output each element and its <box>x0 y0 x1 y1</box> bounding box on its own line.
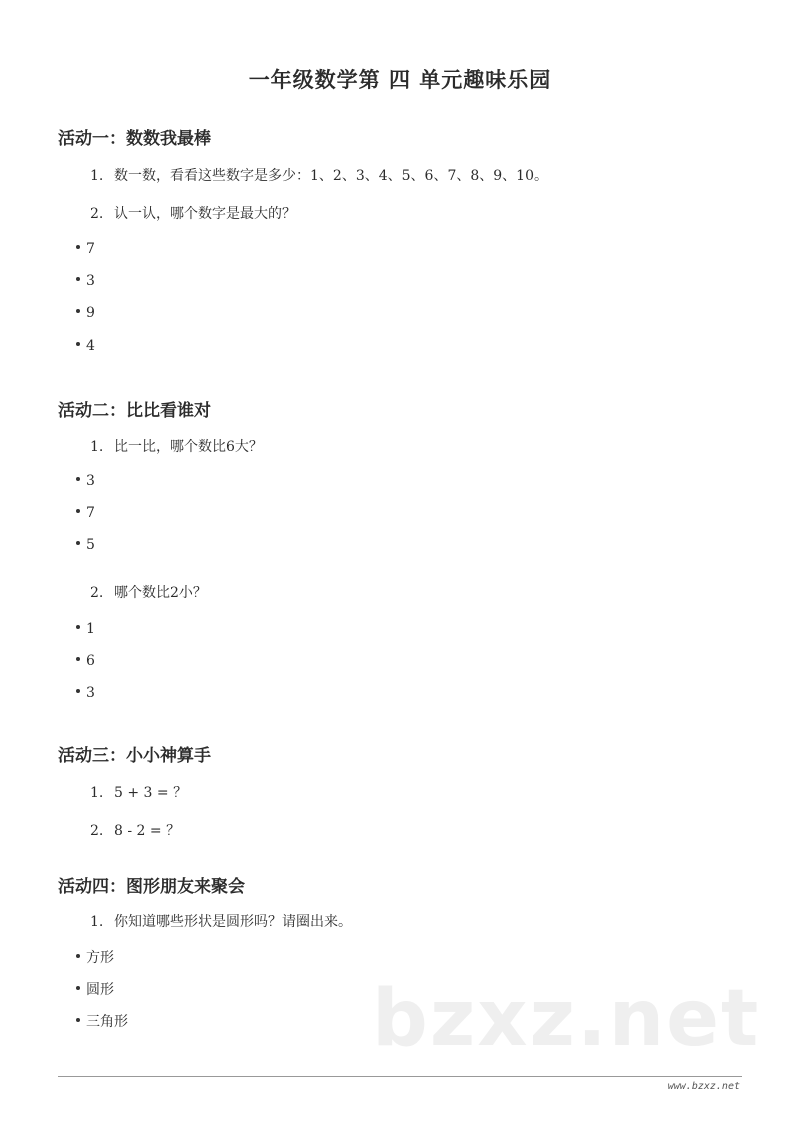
question-number: 1. <box>90 168 104 184</box>
bullet-icon <box>76 309 80 313</box>
activity-1-question-2 <box>90 203 296 223</box>
question-text: 哪个数比2小？ <box>114 585 207 601</box>
bullet-icon <box>76 245 80 249</box>
option-text: 圆形 <box>86 982 114 998</box>
list-item <box>76 947 114 967</box>
list-item <box>76 505 95 521</box>
bullet-icon <box>76 1018 80 1022</box>
question-number: 1. <box>90 439 104 455</box>
question-number: 2. <box>90 823 104 839</box>
list-item <box>76 621 95 637</box>
question-number: 2. <box>90 585 104 601</box>
activity-3-heading: 活动三：小小神算手 <box>58 746 211 766</box>
question-text: 数一数，看看这些数字是多少：1、2、3、4、5、6、7、8、9、10。 <box>114 168 548 184</box>
bullet-icon <box>76 689 80 693</box>
option-text: 6 <box>86 653 95 669</box>
question-text: 5 + 3 = ？ <box>114 785 188 801</box>
option-text: 方形 <box>86 950 114 966</box>
option-text: 4 <box>86 338 95 354</box>
activity-4-heading: 活动四：图形朋友来聚会 <box>58 877 245 897</box>
option-text: 1 <box>86 621 95 637</box>
bullet-icon <box>76 625 80 629</box>
activity-3-question-1 <box>90 782 187 802</box>
activity-2-question-2 <box>90 582 207 602</box>
activity-2-heading: 活动二：比比看谁对 <box>58 401 211 421</box>
option-text: 7 <box>86 241 95 257</box>
option-text: 3 <box>86 473 95 489</box>
bullet-icon <box>76 342 80 346</box>
list-item <box>76 473 95 489</box>
question-number: 1. <box>90 785 104 801</box>
activity-2-question-1 <box>90 436 263 456</box>
list-item <box>76 241 95 257</box>
list-item <box>76 273 95 289</box>
bullet-icon <box>76 477 80 481</box>
bullet-icon <box>76 541 80 545</box>
option-text: 9 <box>86 305 95 321</box>
option-text: 3 <box>86 273 95 289</box>
bullet-icon <box>76 509 80 513</box>
bullet-icon <box>76 954 80 958</box>
question-text: 比一比，哪个数比6大？ <box>114 439 263 455</box>
question-number: 1. <box>90 914 104 930</box>
list-item <box>76 653 95 669</box>
activity-1-question-1 <box>90 165 548 185</box>
option-text: 三角形 <box>86 1014 128 1030</box>
watermark: bzxz.net <box>372 974 761 1064</box>
list-item <box>76 305 95 321</box>
footer-divider <box>58 1076 742 1077</box>
activity-4-question-1 <box>90 911 352 931</box>
option-text: 3 <box>86 685 95 701</box>
list-item <box>76 338 95 354</box>
list-item <box>76 1011 128 1031</box>
question-text: 你知道哪些形状是圆形吗？请圈出来。 <box>114 914 352 930</box>
question-text: 认一认，哪个数字是最大的？ <box>114 206 296 222</box>
bullet-icon <box>76 986 80 990</box>
question-text: 8 - 2 = ？ <box>114 823 181 839</box>
list-item <box>76 685 95 701</box>
option-text: 5 <box>86 537 95 553</box>
option-text: 7 <box>86 505 95 521</box>
activity-1-heading: 活动一：数数我最棒 <box>58 129 211 149</box>
list-item <box>76 979 114 999</box>
footer-url: www.bzxz.net <box>667 1081 740 1092</box>
page-title: 一年级数学第 四 单元趣味乐园 <box>248 68 552 92</box>
bullet-icon <box>76 657 80 661</box>
bullet-icon <box>76 277 80 281</box>
question-number: 2. <box>90 206 104 222</box>
activity-3-question-2 <box>90 820 180 840</box>
list-item <box>76 537 95 553</box>
